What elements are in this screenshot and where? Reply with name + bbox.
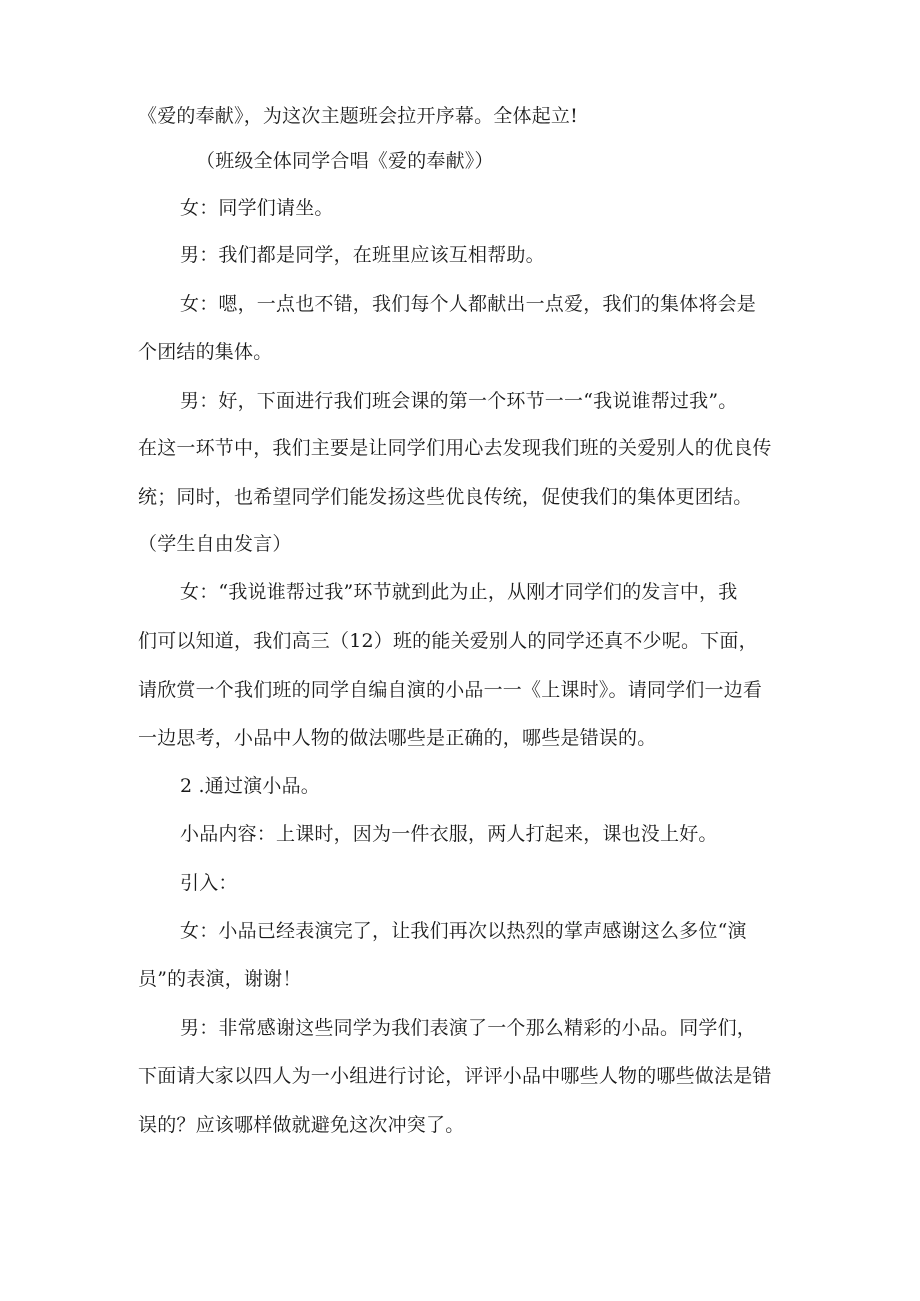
text-line: 男：我们都是同学，在班里应该互相帮助。 bbox=[180, 244, 545, 266]
text-line: 女：小品已经表演完了，让我们再次以热烈的掌声感谢这么多位“演 bbox=[180, 920, 747, 942]
text-line: 女：“我说谁帮过我”环节就到此为止，从刚才同学们的发言中，我 bbox=[180, 581, 738, 603]
text-line: 男：非常感谢这些同学为我们表演了一个那么精彩的小品。同学们， bbox=[180, 1017, 757, 1039]
text-line: 误的？应该哪样做就避免这次冲突了。 bbox=[138, 1114, 465, 1136]
text-line: 《爱的奉献》，为这次主题班会拉开序幕。全体起立! bbox=[138, 105, 578, 127]
text-line: 小品内容：上课时，因为一件衣服，两人打起来，课也没上好。 bbox=[180, 823, 718, 845]
text-line: 下面请大家以四人为一小组进行讨论，评评小品中哪些人物的哪些做法是错 bbox=[138, 1065, 772, 1087]
text-line: （学生自由发言） bbox=[138, 533, 292, 555]
text-line: 女：嗯，一点也不错，我们每个人都献出一点爱，我们的集体将会是 bbox=[180, 293, 757, 315]
text-line: 男：好，下面进行我们班会课的第一个环节一一“我说谁帮过我”。 bbox=[180, 390, 738, 412]
text-line: 引入： bbox=[180, 872, 238, 894]
text-line: 女：同学们请坐。 bbox=[180, 197, 334, 219]
text-line: 2 .通过演小品。 bbox=[180, 775, 320, 797]
text-line: 在这一环节中，我们主要是让同学们用心去发现我们班的关爱别人的优良传 bbox=[138, 437, 772, 459]
text-line: 员”的表演，谢谢！ bbox=[138, 968, 302, 990]
text-line: 个团结的集体。 bbox=[138, 341, 273, 363]
text-line: 一边思考，小品中人物的做法哪些是正确的，哪些是错误的。 bbox=[138, 727, 657, 749]
text-line: 统；同时，也希望同学们能发扬这些优良传统，促使我们的集体更团结。 bbox=[138, 486, 753, 508]
text-line: （班级全体同学合唱《爱的奉献》） bbox=[196, 150, 494, 172]
text-line: 请欣赏一个我们班的同学自编自演的小品一一《上课时》。请同学们一边看 bbox=[138, 679, 763, 701]
text-line: 们可以知道，我们高三（12）班的能关爱别人的同学还真不少呢。下面， bbox=[138, 630, 758, 652]
